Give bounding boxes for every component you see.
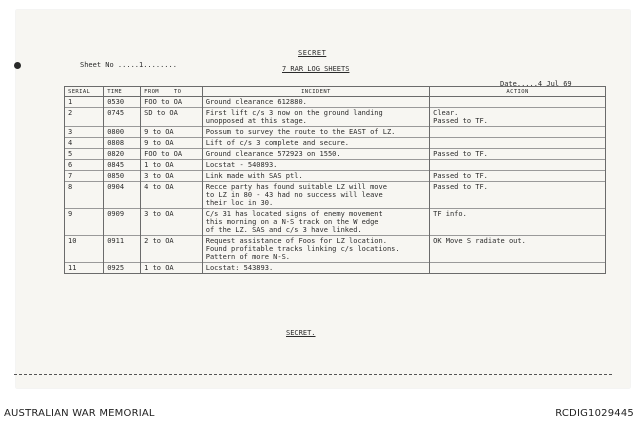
cell-action	[430, 97, 606, 108]
sheet-edge-line	[14, 374, 612, 375]
cell-time: 0745	[104, 108, 141, 127]
cell-action: Passed to TF.	[430, 149, 606, 160]
log-row	[65, 138, 606, 149]
cell-serial: 1	[65, 97, 104, 108]
security-classification-top: SECRET	[298, 49, 327, 57]
cell-time: 0850	[104, 171, 141, 182]
cell-action	[430, 127, 606, 138]
cell-time: 0911	[104, 236, 141, 263]
log-row	[65, 236, 606, 263]
cell-serial: 4	[65, 138, 104, 149]
cell-action: Clear. Passed to TF.	[430, 108, 606, 127]
cell-incident: Locstat: 543893.	[202, 263, 429, 274]
log-table	[64, 86, 606, 274]
cell-incident: Ground clearance 612880.	[202, 97, 429, 108]
log-row	[65, 171, 606, 182]
col-action: ACTION	[430, 87, 606, 97]
cell-incident: Request assistance of Foos for LZ location. Found profitable tracks linking c/s locations. Pattern of more N-S.	[202, 236, 429, 263]
col-time: TIME	[104, 87, 141, 97]
cell-time: 0530	[104, 97, 141, 108]
cell-from-to: 3 to OA	[141, 171, 203, 182]
log-date: Date.....4 Jul 69	[500, 80, 572, 88]
cell-serial: 3	[65, 127, 104, 138]
col-incident: INCIDENT	[202, 87, 429, 97]
cell-serial: 10	[65, 236, 104, 263]
cell-from-to: 2 to OA	[141, 236, 203, 263]
cell-time: 0909	[104, 209, 141, 236]
security-classification-bottom: SECRET.	[286, 329, 316, 337]
cell-action: OK Move S radiate out.	[430, 236, 606, 263]
footer-document-id: RCDIG1029445	[555, 408, 634, 419]
cell-serial: 5	[65, 149, 104, 160]
cell-from-to: 9 to OA	[141, 127, 203, 138]
footer-archive-name: AUSTRALIAN WAR MEMORIAL	[4, 408, 155, 419]
cell-serial: 2	[65, 108, 104, 127]
cell-incident: Lift of c/s 3 complete and secure.	[202, 138, 429, 149]
cell-time: 0820	[104, 149, 141, 160]
log-table-header	[65, 87, 606, 97]
cell-time: 0925	[104, 263, 141, 274]
cell-action	[430, 138, 606, 149]
cell-from-to: 1 to OA	[141, 160, 203, 171]
cell-incident: Recce party has found suitable LZ will move to LZ in 80 - 43 had no success will leave their loc in 30.	[202, 182, 429, 209]
punch-hole	[14, 62, 21, 69]
cell-action: Passed to TF.	[430, 171, 606, 182]
cell-incident: C/s 31 has located signs of enemy movement this morning on a N-S track on the W edge of the LZ. SAS and c/s 3 have linked.	[202, 209, 429, 236]
cell-incident: Possum to survey the route to the EAST of LZ.	[202, 127, 429, 138]
log-row	[65, 209, 606, 236]
cell-from-to: FOO to OA	[141, 149, 203, 160]
cell-action	[430, 263, 606, 274]
cell-incident: Link made with SAS ptl.	[202, 171, 429, 182]
cell-from-to: 4 to OA	[141, 182, 203, 209]
cell-time: 0800	[104, 127, 141, 138]
log-row	[65, 160, 606, 171]
col-from: FROM	[144, 88, 159, 95]
col-to: TO	[173, 88, 182, 95]
cell-incident: First lift c/s 3 now on the ground landing unopposed at this stage.	[202, 108, 429, 127]
cell-from-to: 9 to OA	[141, 138, 203, 149]
cell-time: 0808	[104, 138, 141, 149]
log-row	[65, 263, 606, 274]
log-row	[65, 182, 606, 209]
cell-action	[430, 160, 606, 171]
cell-serial: 7	[65, 171, 104, 182]
log-row	[65, 108, 606, 127]
sheet-number: Sheet No .....1........	[80, 61, 177, 69]
cell-from-to: 1 to OA	[141, 263, 203, 274]
col-from-to	[141, 87, 203, 97]
cell-serial: 8	[65, 182, 104, 209]
col-serial: SERIAL	[65, 87, 104, 97]
cell-serial: 9	[65, 209, 104, 236]
cell-action: Passed to TF.	[430, 182, 606, 209]
cell-from-to: 3 to OA	[141, 209, 203, 236]
cell-from-to: FOO to OA	[141, 97, 203, 108]
cell-serial: 11	[65, 263, 104, 274]
cell-serial: 6	[65, 160, 104, 171]
log-row	[65, 127, 606, 138]
log-row	[65, 149, 606, 160]
cell-incident: Locstat - 540893.	[202, 160, 429, 171]
cell-time: 0845	[104, 160, 141, 171]
log-title: 7 RAR LOG SHEETS	[282, 65, 350, 73]
cell-incident: Ground clearance 572923 on 1550.	[202, 149, 429, 160]
cell-time: 0904	[104, 182, 141, 209]
log-row	[65, 97, 606, 108]
cell-from-to: SD to OA	[141, 108, 203, 127]
cell-action: TF info.	[430, 209, 606, 236]
